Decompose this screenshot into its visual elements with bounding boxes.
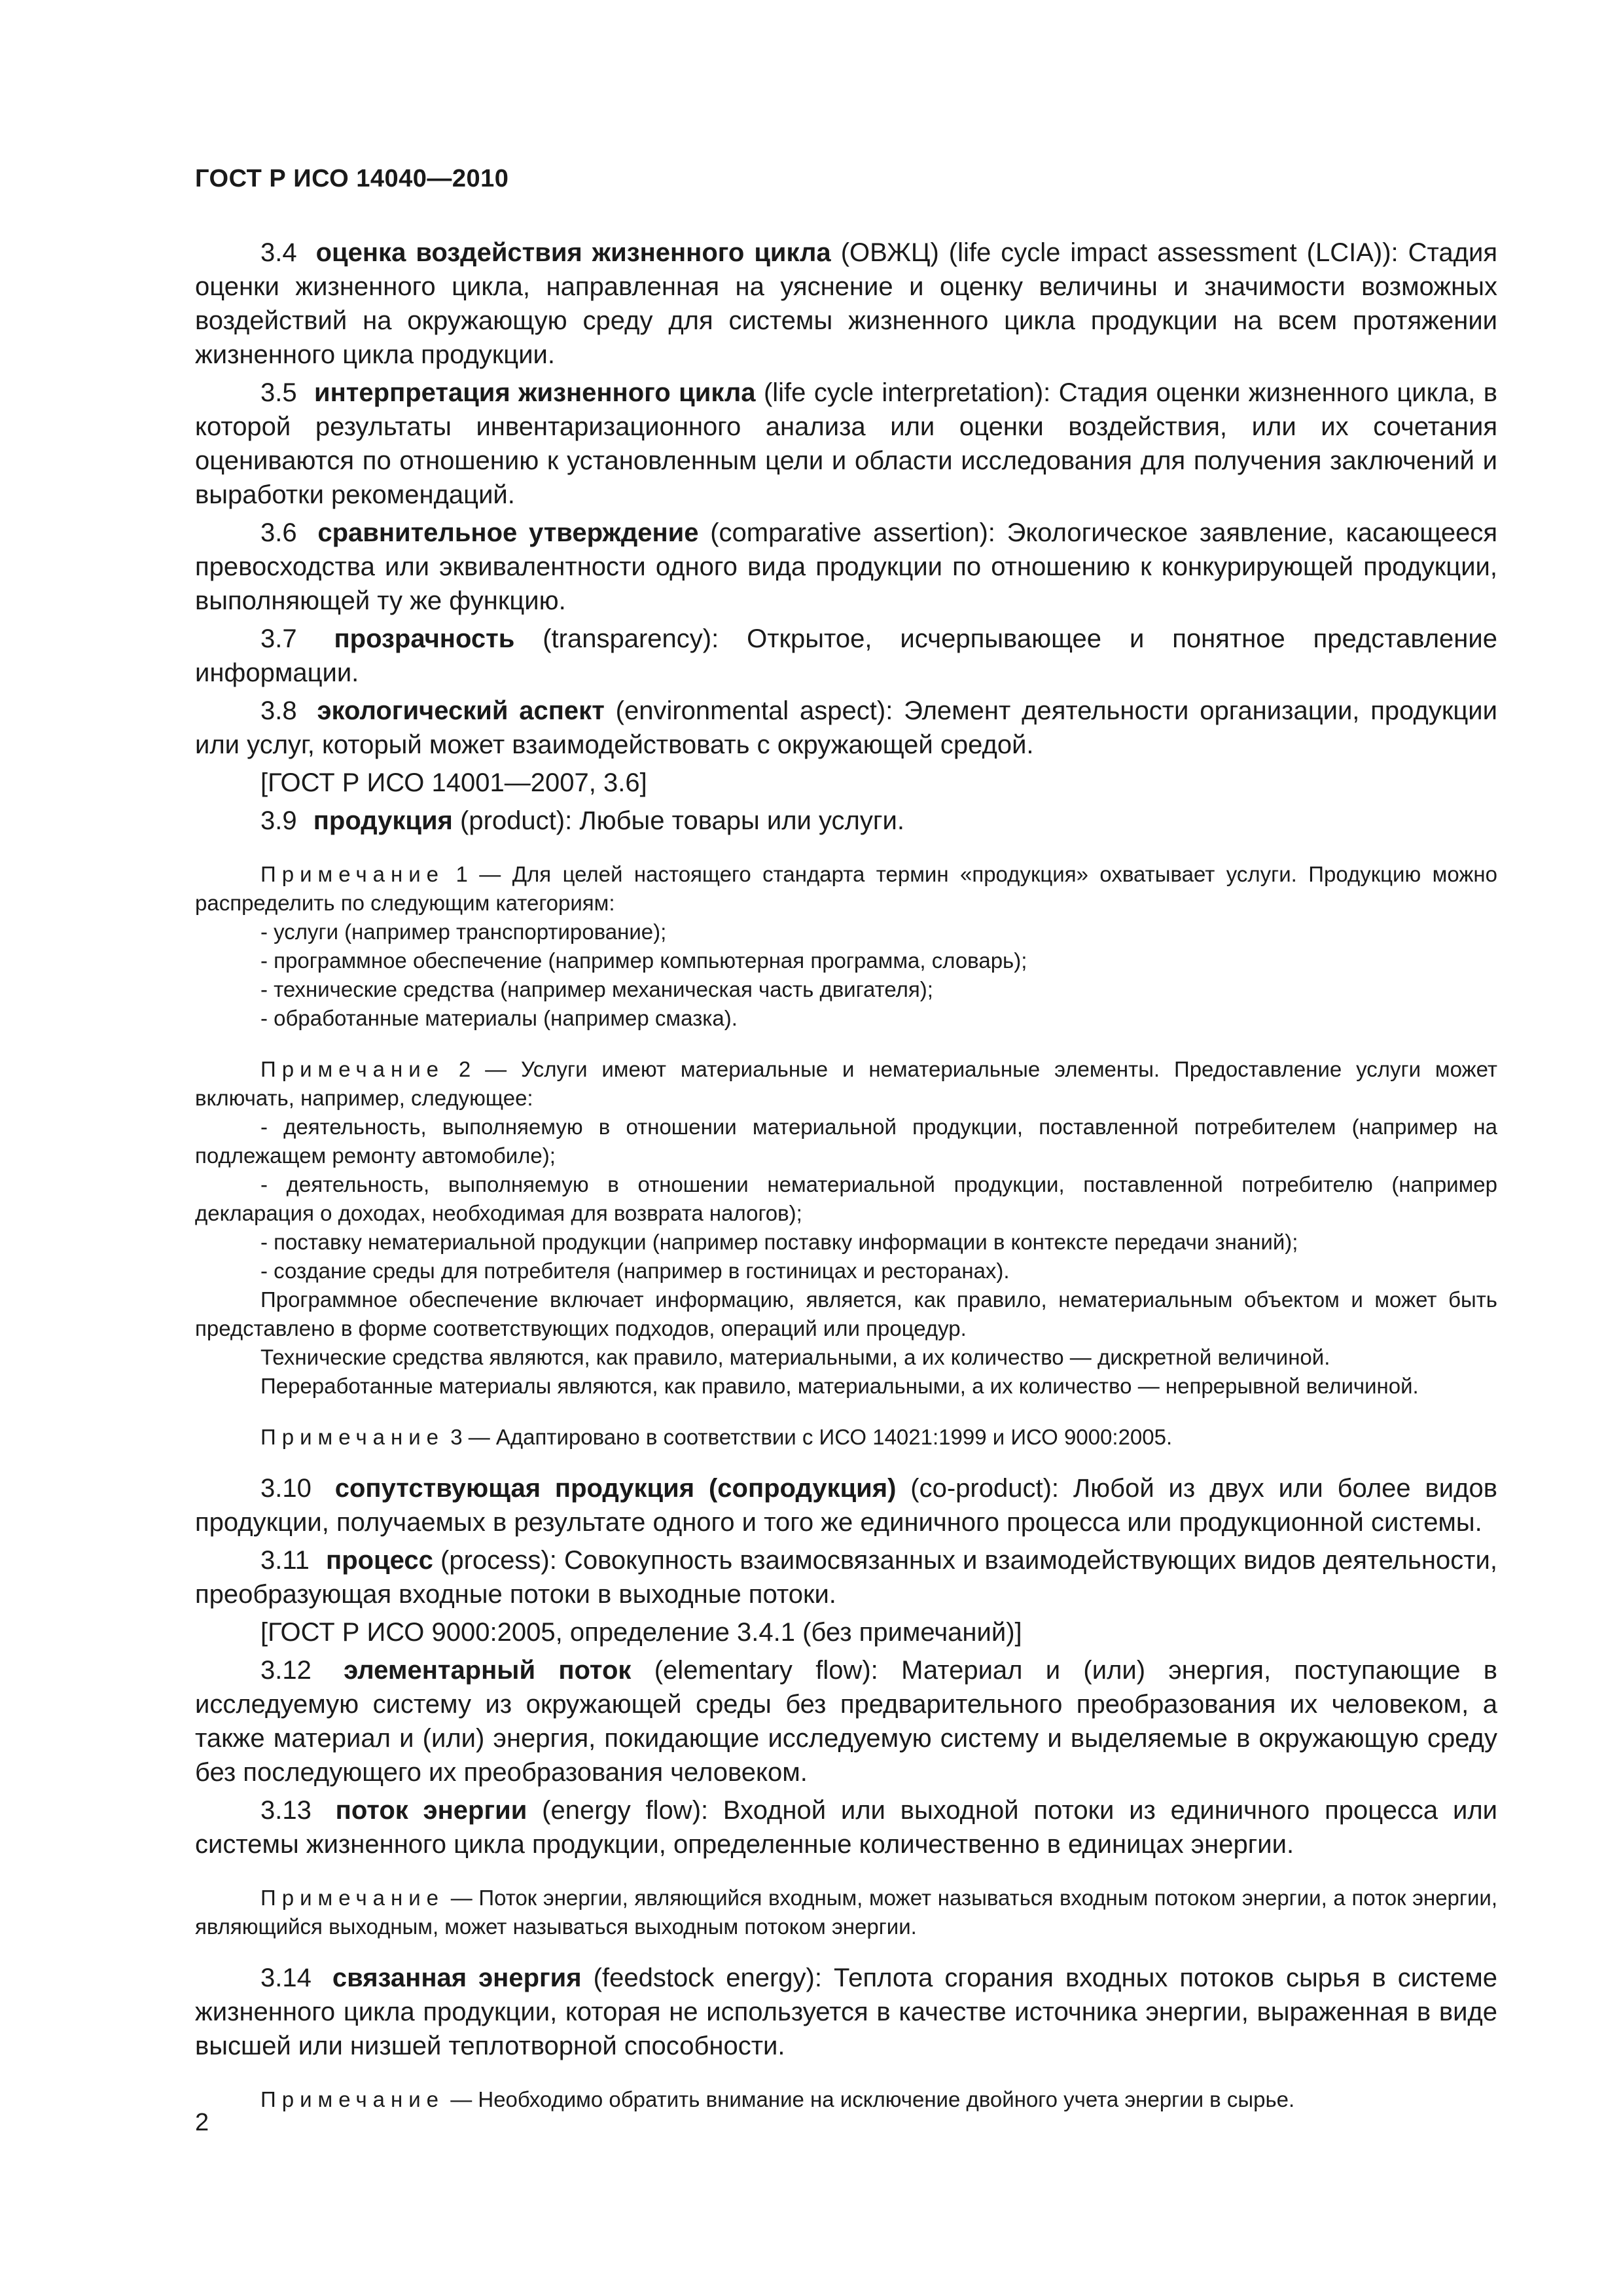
term: элементарный поток: [344, 1656, 632, 1685]
document-body: [195, 236, 1497, 2134]
definition-text: (process): Совокупность взаимосвязанных и взаимодействующих видов деятельности, преобразующая входные потоки в выходные потоки.: [195, 1546, 1497, 1609]
definition-text: (energy flow): Входной или выходной потоки из единичного процесса или системы жизненного цикла продукции, определенные количественно в единицах энергии.: [195, 1796, 1498, 1859]
note-label: Примечание: [260, 2087, 445, 2111]
definition-text: (comparative assertion): Экологическое заявление, касающееся превосходства или эквивалентности одного вида продукции по отношению к конкурирующей продукции, выполняющей ту же функцию.: [195, 518, 1497, 615]
definition-text: (ОВЖЦ) (life cycle impact assessment (LCIA)): Стадия оценки жизненного цикла, направленная на уяснение и оценку величины и значимости возможных воздействий на окружающую среду для системы жизненного цикла продукции на всем протяжении жизненного цикла продукции.: [195, 238, 1497, 369]
note-feedstock-energy: [195, 2085, 1497, 2114]
note-text: 3 — Адаптировано в соответствии с ИСО 14021:1999 и ИСО 9000:2005.: [450, 1425, 1173, 1449]
definition-3-6: [195, 516, 1497, 618]
list-item: - обработанные материалы (например смазка).: [260, 1006, 738, 1030]
definition-text: (environmental aspect): Элемент деятельности организации, продукции или услуг, который может взаимодействовать с окружающей средой.: [195, 696, 1497, 759]
clause-number: 3.13: [260, 1796, 312, 1825]
definition-text: (product): Любые товары или услуги.: [460, 806, 904, 835]
term: экологический аспект: [317, 696, 605, 725]
term: прозрачность: [334, 624, 515, 653]
term: продукция: [313, 806, 453, 835]
definition-3-7: [195, 622, 1497, 690]
clause-number: 3.8: [260, 696, 297, 725]
note-text: — Поток энергии, являющийся входным, может называться входным потоком энергии, а поток энергии, являющийся выходным, может называться выходным потоком энергии.: [195, 1886, 1497, 1939]
list-item: - услуги (например транспортирование);: [260, 920, 667, 944]
term: поток энергии: [335, 1796, 527, 1825]
clause-number: 3.12: [260, 1656, 312, 1685]
note-label: Примечание: [260, 1886, 445, 1910]
clause-number: 3.10: [260, 1474, 312, 1503]
note-2: [195, 1055, 1497, 1401]
definition-3-9: [195, 804, 1497, 838]
definition-3-13: [195, 1793, 1497, 1861]
document-header: ГОСТ Р ИСО 14040—2010: [195, 165, 509, 192]
term: оценка воздействия жизненного цикла: [315, 238, 831, 267]
clause-number: 3.9: [260, 806, 297, 835]
definition-3-8: [195, 694, 1497, 762]
note-3: [195, 1423, 1497, 1452]
list-item: - деятельность, выполняемую в отношении нематериальной продукции, поставленной потребителю (например декларация о доходах, необходимая для возврата налогов);: [195, 1172, 1497, 1225]
note-text: — Необходимо обратить внимание на исключение двойного учета энергии в сырье.: [450, 2087, 1295, 2111]
note-paragraph: Технические средства являются, как правило, материальными, а их количество — дискретной величиной.: [260, 1345, 1330, 1369]
note-text: 1 — Для целей настоящего стандарта термин «продукция» охватывает услуги. Продукцию можно распределить по следующим категориям:: [195, 862, 1497, 915]
definition-text: (co-product): Любой из двух или более видов продукции, получаемых в результате одного и того же единичного процесса или продукционной системы.: [195, 1474, 1497, 1537]
definition-text: (transparency): Открытое, исчерпывающее и понятное представление информации.: [195, 624, 1497, 687]
list-item: - технические средства (например механическая часть двигателя);: [260, 977, 933, 1001]
term: связанная энергия: [332, 1964, 582, 1992]
list-item: - программное обеспечение (например компьютерная программа, словарь);: [260, 948, 1027, 973]
page-number: 2: [195, 2109, 209, 2136]
definition-text: (life cycle interpretation): Стадия оценки жизненного цикла, в которой результаты инвентаризационного анализа или оценки воздействия, или их сочетания оцениваются по отношению к установленным цели и области исследования для получения заключений и выработки рекомендаций.: [195, 378, 1497, 509]
note-1: [195, 860, 1497, 1033]
term: сравнительное утверждение: [317, 518, 699, 547]
clause-number: 3.6: [260, 518, 297, 547]
definition-text: (feedstock energy): Теплота сгорания входных потоков сырья в системе жизненного цикла продукции, которая не используется в качестве источника энергии, выраженная в виде высшей или низшей теплотворной способности.: [195, 1964, 1498, 2060]
note-paragraph: Программное обеспечение включает информацию, является, как правило, нематериальным объектом и может быть представлено в форме соответствующих подходов, операций или процедур.: [195, 1287, 1497, 1340]
definition-3-11: [195, 1543, 1497, 1611]
term: интерпретация жизненного цикла: [314, 378, 756, 407]
definition-3-14: [195, 1961, 1497, 2063]
reference-3-8: [ГОСТ Р ИСО 14001—2007, 3.6]: [260, 768, 647, 797]
note-label: Примечание: [260, 862, 445, 886]
clause-number: 3.5: [260, 378, 297, 407]
definition-3-10: [195, 1471, 1497, 1539]
list-item: - создание среды для потребителя (например в гостиницах и ресторанах).: [260, 1259, 1010, 1283]
note-energy-flow: [195, 1884, 1497, 1941]
note-text: 2 — Услуги имеют материальные и нематериальные элементы. Предоставление услуги может включать, например, следующее:: [195, 1057, 1498, 1110]
definition-text: (elementary flow): Материал и (или) энергия, поступающие в исследуемую систему из окружающей среды без предварительного преобразования их человеком, а также материал и (или) энергия, покидающие исследуемую систему и выделяемые в окружающую среду без последующего их преобразования человеком.: [195, 1656, 1497, 1787]
clause-number: 3.7: [260, 624, 297, 653]
clause-number: 3.11: [260, 1546, 310, 1575]
clause-number: 3.14: [260, 1964, 312, 1992]
list-item: - поставку нематериальной продукции (например поставку информации в контексте передачи знаний);: [260, 1230, 1298, 1254]
clause-number: 3.4: [260, 238, 297, 267]
note-label: Примечание: [260, 1057, 445, 1081]
list-item: - деятельность, выполняемую в отношении материальной продукции, поставленной потребителем (например на подлежащем ремонту автомобиле);: [195, 1115, 1497, 1168]
note-paragraph: Переработанные материалы являются, как правило, материальными, а их количество — непрерывной величиной.: [260, 1374, 1419, 1398]
term: процесс: [326, 1546, 433, 1575]
reference-3-11: [ГОСТ Р ИСО 9000:2005, определение 3.4.1 (без примечаний)]: [260, 1618, 1022, 1647]
definition-3-4: [195, 236, 1497, 372]
definition-3-12: [195, 1653, 1497, 1789]
term: сопутствующая продукция (сопродукция): [334, 1474, 897, 1503]
definition-3-5: [195, 376, 1497, 512]
note-label: Примечание: [260, 1425, 445, 1449]
